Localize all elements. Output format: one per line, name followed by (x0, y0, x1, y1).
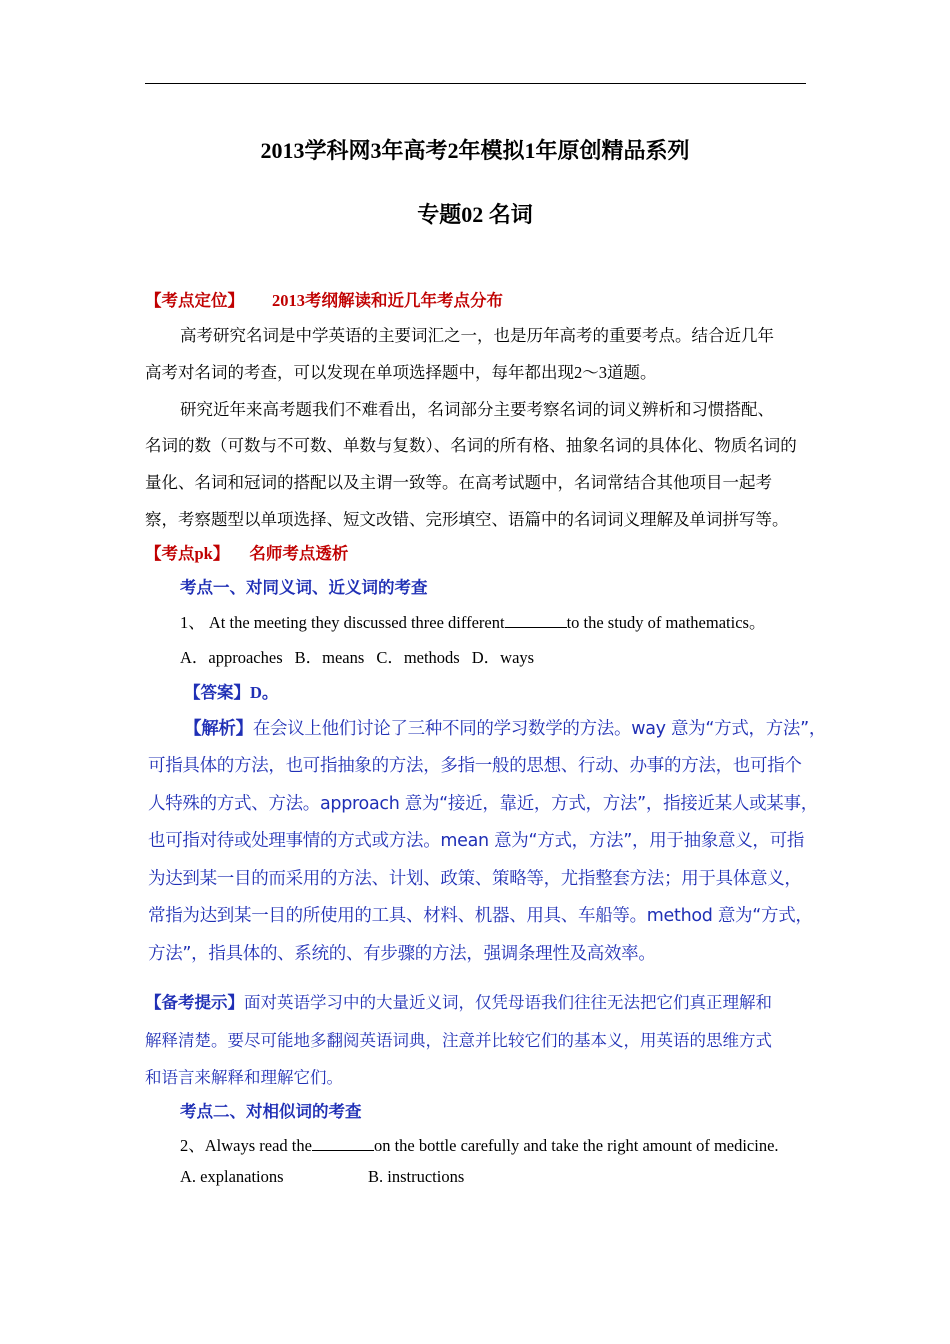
paragraph-line: 高考研究名词是中学英语的主要词汇之一，也是历年高考的重要考点。结合近几年 (180, 326, 774, 345)
paragraph-line: 名词的数（可数与不可数、单数与复数）、名词的所有格、抽象名词的具体化、物质名词的 (145, 436, 797, 455)
analysis-line: 为达到某一目的而采用的方法、计划、政策、策略等，尤指整套方法；用于具体意义， (148, 869, 802, 889)
section-title: 名师考点透析 (249, 544, 349, 563)
analysis-line: 可指具体的方法，也可指抽象的方法，多指一般的思想、行动、办事的方法，也可指个 (148, 756, 802, 776)
document-title: 2013学科网3年高考2年模拟1年原创精品系列 (260, 138, 690, 163)
analysis-line: 也可指对待或处理事情的方式或方法。mean 意为“方式，方法”，用于抽象意义，可指 (148, 831, 805, 851)
paragraph-line: 高考对名词的考查，可以发现在单项选择题中，每年都出现2～3道题。 (145, 363, 657, 382)
question-1: 1、 At the meeting they discussed three different to the study of mathematics。 (180, 613, 766, 632)
section-kaodian-dingwei (145, 287, 810, 311)
question-2-options (180, 1167, 845, 1187)
option-b: B. instructions (368, 1167, 465, 1186)
paragraph-line: 研究近年来高考题我们不难看出，名词部分主要考察名词的词义辨析和习惯搭配、 (180, 400, 774, 419)
analysis-label: 【解析】 (184, 719, 253, 739)
analysis-line: 人特殊的方式、方法。approach 意为“接近，靠近，方式，方法”，指接近某人或某事， (148, 794, 818, 814)
section-title: 2013考纲解读和近几年考点分布 (272, 291, 503, 310)
kaodian-two-heading: 考点二、对相似词的考查 (180, 1102, 362, 1121)
answer-line (184, 679, 849, 703)
option-c: C．methods (376, 648, 460, 667)
answer-blank (312, 1138, 374, 1151)
document-subtitle: 专题02 名词 (417, 202, 533, 227)
answer-blank (505, 615, 567, 628)
option-d: D．ways (471, 648, 535, 667)
prep-tip-line: 解释清楚。要尽可能地多翻阅英语词典，注意并比较它们的基本义，用英语的思维方式 (145, 1031, 772, 1050)
header-rule (145, 83, 806, 84)
section-kaodian-pk (145, 540, 810, 564)
prep-tip-label: 【备考提示】 (145, 993, 244, 1012)
section-label: 【考点定位】 (145, 291, 244, 310)
analysis-line: 【解析】在会议上他们讨论了三种不同的学习数学的方法。way 意为“方式，方法”， (184, 719, 827, 739)
paragraph-line: 察，考察题型以单项选择、短文改错、完形填空、语篇中的名词词义理解及单词拼写等。 (145, 510, 789, 529)
analysis-line: 常指为达到某一目的所使用的工具、材料、机器、用具、车船等。method 意为“方式， (148, 906, 813, 926)
option-b: B．means (294, 648, 365, 667)
prep-tip-line: 【备考提示】面对英语学习中的大量近义词，仅凭母语我们往往无法把它们真正理解和 (145, 993, 772, 1012)
answer-label: 【答案】 (184, 683, 250, 702)
answer-value: D。 (250, 683, 279, 702)
question-1-options (180, 644, 845, 668)
kaodian-one-heading: 考点一、对同义词、近义词的考查 (180, 578, 428, 597)
analysis-line: 方法”，指具体的、系统的、有步骤的方法，强调条理性及高效率。 (148, 944, 656, 964)
option-a: A．approaches (180, 648, 283, 667)
question-2: 2、Always read the on the bottle carefully and take the right amount of medicine. (180, 1136, 779, 1155)
section-label: 【考点pk】 (145, 544, 230, 563)
option-a: A. explanations (180, 1167, 284, 1186)
paragraph-line: 量化、名词和冠词的搭配以及主谓一致等。在高考试题中，名词常结合其他项目一起考 (145, 473, 772, 492)
prep-tip-line: 和语言来解释和理解它们。 (145, 1068, 343, 1087)
